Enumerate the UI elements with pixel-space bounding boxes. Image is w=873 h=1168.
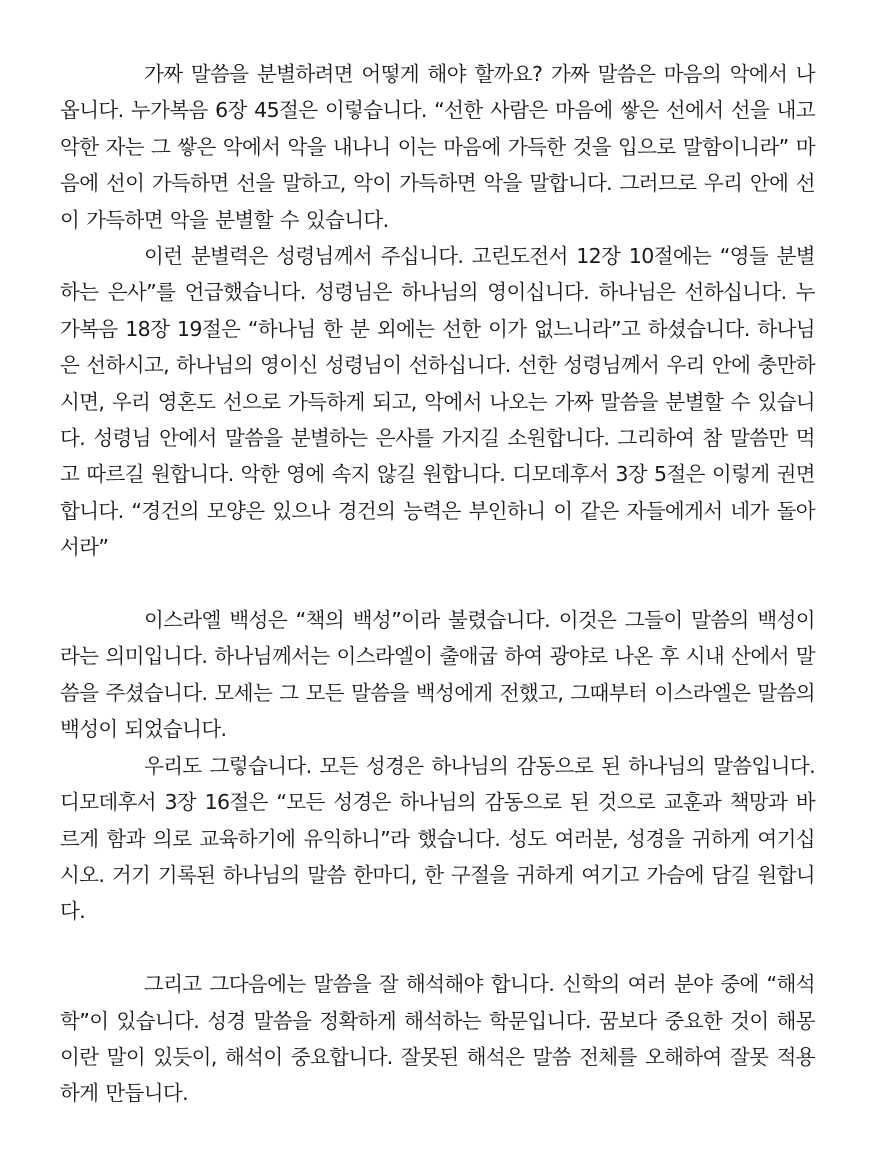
paragraph-gap [60, 566, 815, 602]
paragraph-4: 우리도 그렇습니다. 모든 성경은 하나님의 감동으로 된 하나님의 말씀입니다. 디모데후서 3장 16절은 “모든 성경은 하나님의 감동으로 된 것으로 교훈과 책망과 바르게 함과 의로 교육하기에 유익하니”라 했습니다. 성도 여러분, 성경을 귀하게 여기십시오. 거기 기록된 하나님의 말씀 한마디, 한 구절을 귀하게 여기고 가슴에 담길 원합니다. [60, 753, 815, 924]
paragraph-1: 가짜 말씀을 분별하려면 어떻게 해야 할까요? 가짜 말씀은 마음의 악에서 나옵니다. 누가복음 6장 45절은 이렇습니다. “선한 사람은 마음에 쌓은 선에서 선을 내고 악한 자는 그 쌓은 악에서 악을 내나니 이는 마음에 가득한 것을 입으로 말함이니라” 마음에 선이 가득하면 선을 말하고, 악이 가득하면 악을 말합니다. 그러므로 우리 안에 선이 가득하면 악을 분별할 수 있습니다. [60, 62, 815, 232]
paragraph-3: 이스라엘 백성은 “책의 백성”이라 불렸습니다. 이것은 그들이 말씀의 백성이라는 의미입니다. 하나님께서는 이스라엘이 출애굽 하여 광야로 나온 후 시내 산에서 말씀을 주셨습니다. 모세는 그 모든 말씀을 백성에게 전했고, 그때부터 이스라엘은 말씀의 백성이 되었습니다. [60, 608, 815, 742]
paragraph-5: 그리고 그다음에는 말씀을 잘 해석해야 합니다. 신학의 여러 분야 중에 “해석학”이 있습니다. 성경 말씀을 정확하게 해석하는 학문입니다. 꿈보다 중요한 것이 해몽이란 말이 있듯이, 해석이 중요합니다. 잘못된 해석은 말씀 전체를 오해하여 잘못 적용하게 만듭니다. [60, 972, 815, 1106]
paragraph-2: 이런 분별력은 성령님께서 주십니다. 고린도전서 12장 10절에는 “영들 분별하는 은사”를 언급했습니다. 성령님은 하나님의 영이십니다. 하나님은 선하십니다. 누가복음 18장 19절은 “하나님 한 분 외에는 선한 이가 없느니라”고 하셨습니다. 하나님은 선하시고, 하나님의 영이신 성령님이 선하십니다. 선한 성령님께서 우리 안에 충만하시면, 우리 영혼도 선으로 가득하게 되고, 악에서 나오는 가짜 말씀을 분별할 수 있습니다. 성령님 안에서 말씀을 분별하는 은사를 가지길 소원합니다. 그리하여 참 말씀만 먹고 따르길 원합니다. 악한 영에 속지 않길 원합니다. 디모데후서 3장 5절은 이렇게 권면합니다. “경건의 모양은 있으나 경건의 능력은 부인하니 이 같은 자들에게서 네가 돌아서라” [60, 244, 815, 560]
paragraph-gap [60, 930, 815, 966]
